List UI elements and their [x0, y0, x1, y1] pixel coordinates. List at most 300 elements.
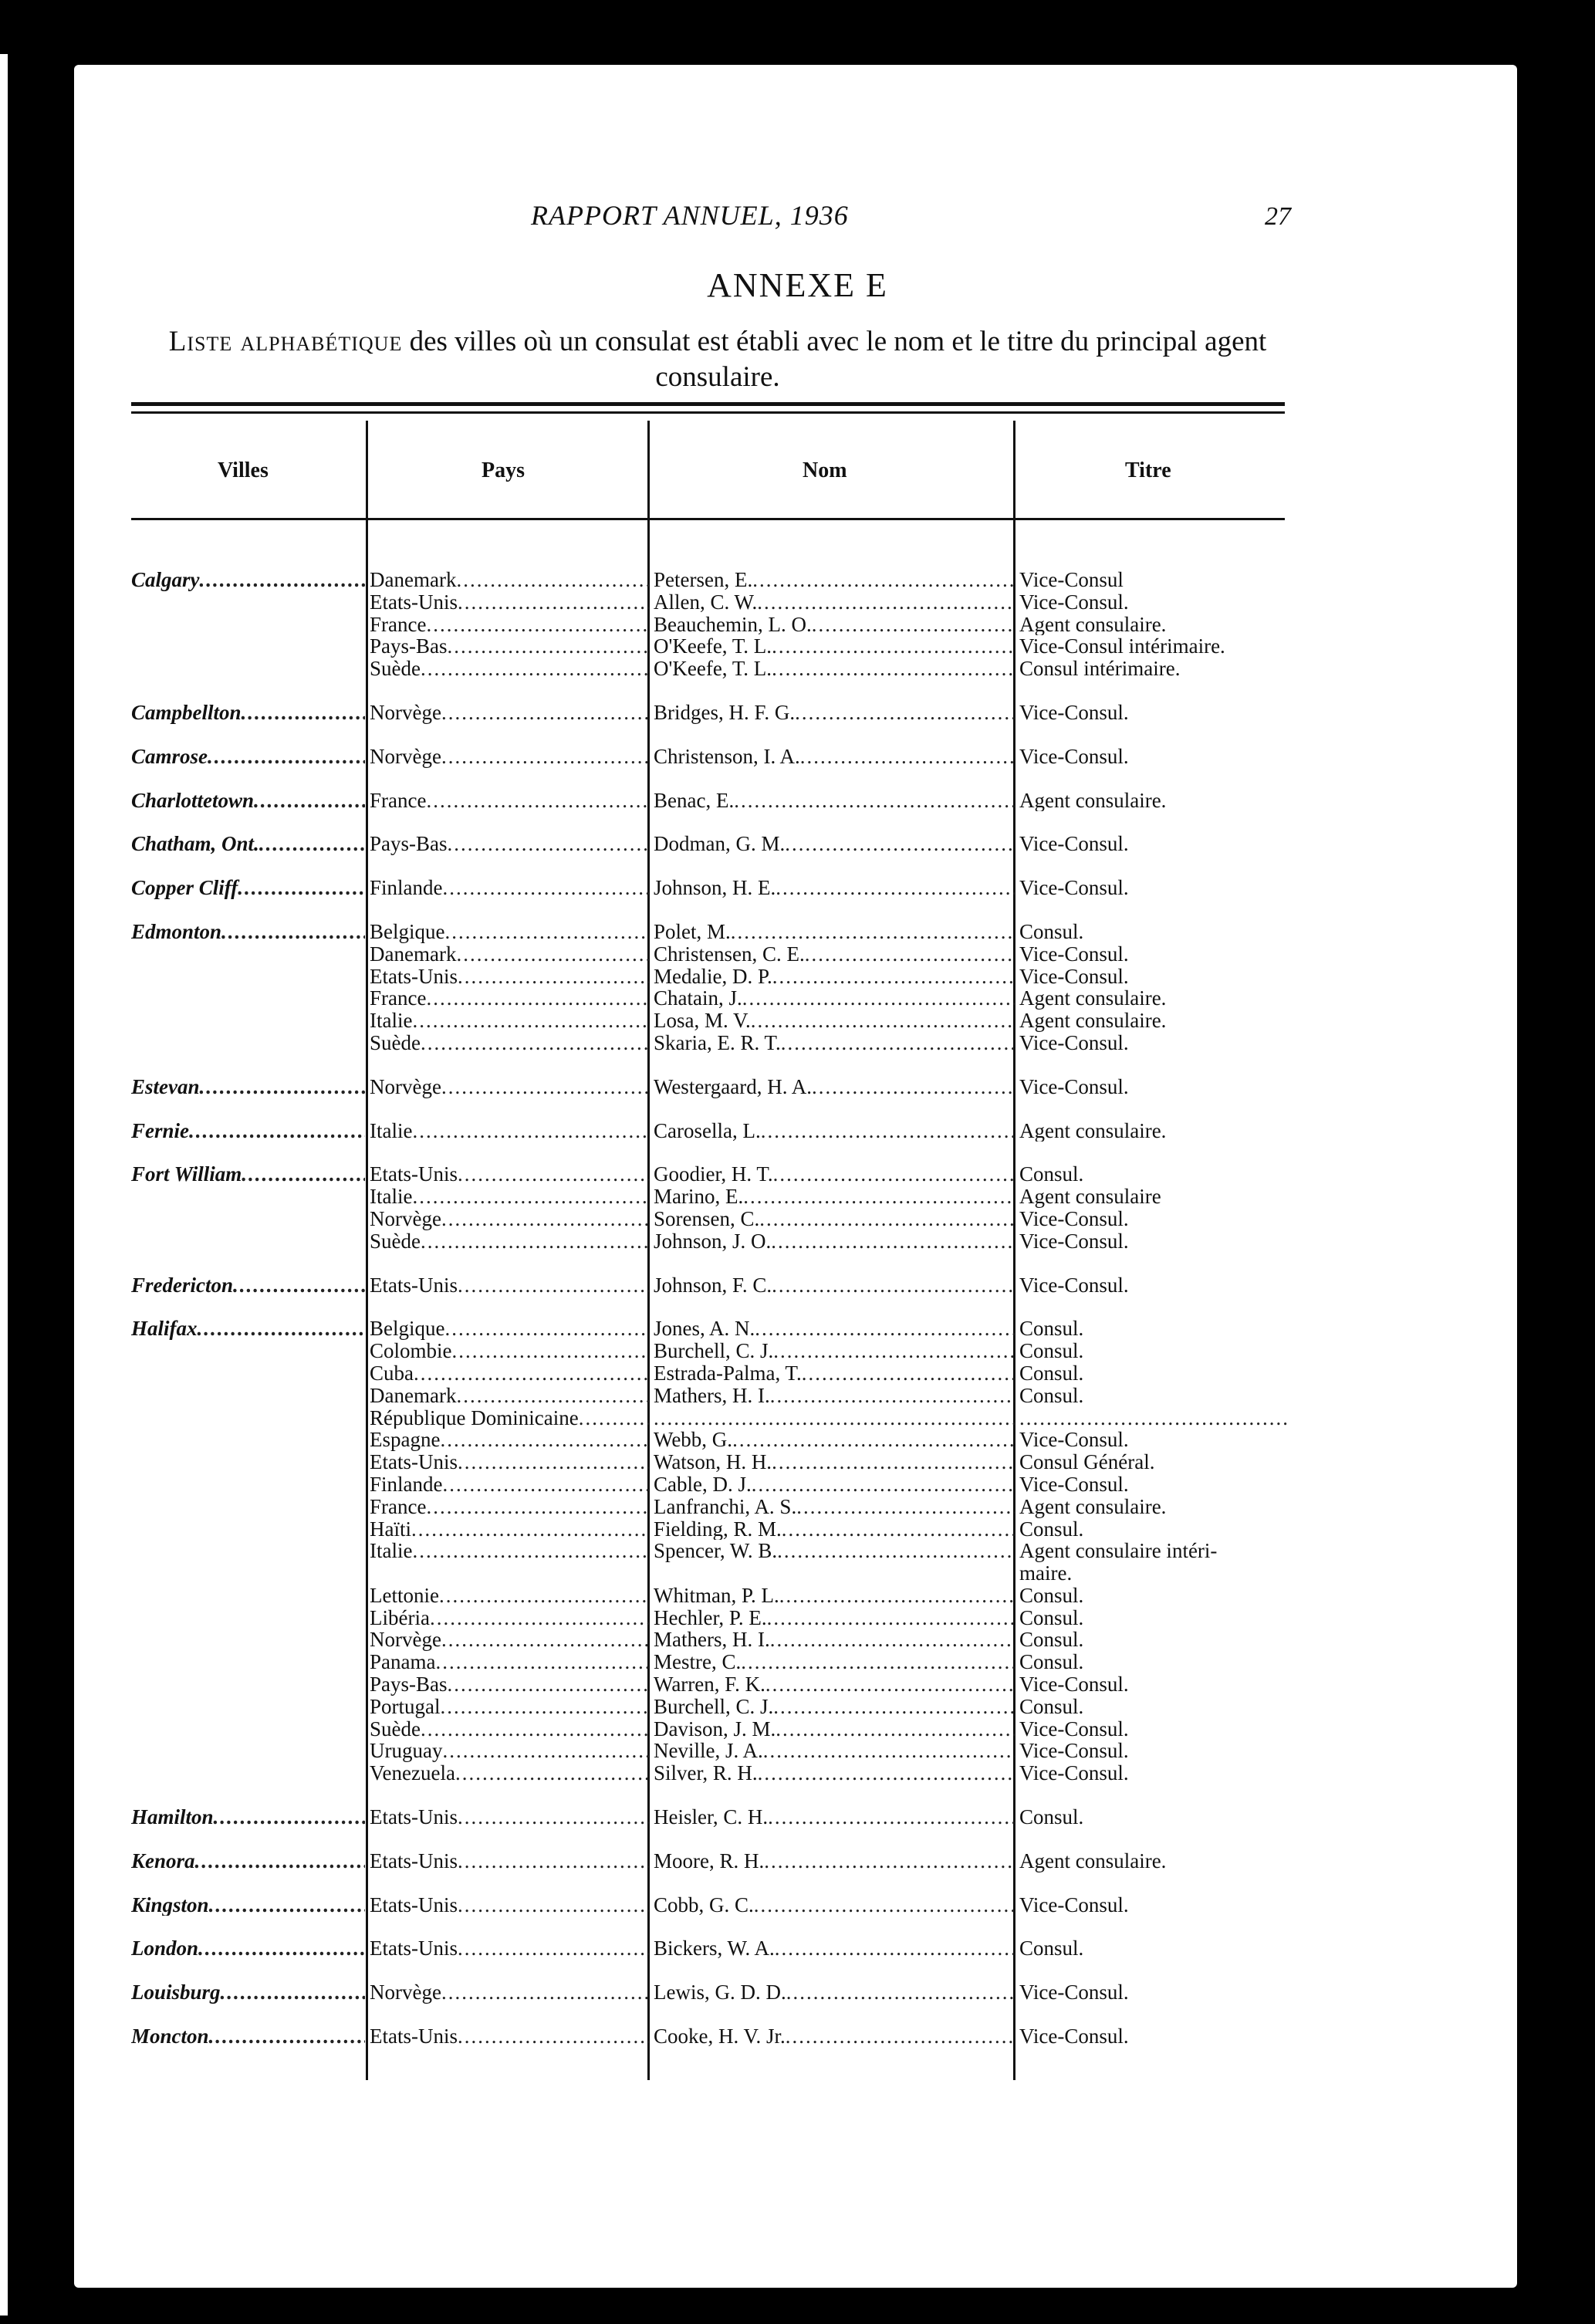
titre-cell — [1015, 943, 1289, 966]
pays-cell — [365, 1607, 649, 1629]
ville-cell — [131, 790, 365, 812]
ville-text: Campbellton ..... — [131, 702, 365, 724]
pays-cell — [365, 833, 649, 855]
titre-cell — [1015, 790, 1289, 812]
table-row — [131, 746, 1289, 768]
titre-text: Vice-Consul. — [1019, 1429, 1129, 1452]
nom-cell — [649, 1208, 1015, 1230]
table-row — [131, 1032, 1289, 1054]
nom-text: Beauchemin, L. O. ..... — [654, 614, 1015, 636]
nom-text: O'Keefe, T. L. ..... — [654, 658, 1015, 680]
pays-text: Pays-Bas ..... — [370, 833, 649, 855]
titre-cell — [1015, 1473, 1289, 1496]
table-row — [131, 1496, 1289, 1518]
pays-text: Etats-Unis ..... — [370, 1451, 649, 1473]
ville-cell — [131, 1696, 365, 1718]
ville-cell — [131, 614, 365, 636]
nom-text: Christensen, C. E. ..... — [654, 943, 1015, 966]
table-row — [131, 921, 1289, 943]
top-double-rule-thin — [131, 411, 1285, 414]
table-row — [131, 1981, 1289, 2004]
table-row — [131, 591, 1289, 614]
nom-text: Carosella, L. ..... — [654, 1120, 1015, 1142]
nom-text: Burchell, C. J. ..... — [654, 1340, 1015, 1362]
city-group — [131, 2025, 1289, 2048]
pays-text: Etats-Unis ..... — [370, 966, 649, 988]
nom-text: Estrada-Palma, T. ..... — [654, 1362, 1015, 1385]
nom-cell — [649, 1163, 1015, 1186]
city-group — [131, 1806, 1289, 1828]
table-row — [131, 1362, 1289, 1385]
titre-text: Consul. — [1019, 1806, 1084, 1828]
nom-text: Davison, J. M. ..... — [654, 1718, 1015, 1740]
titre-cell — [1015, 658, 1289, 680]
titre-text: Consul. — [1019, 1362, 1084, 1385]
titre-text: Consul. — [1019, 1384, 1084, 1407]
pays-cell — [365, 1032, 649, 1054]
pays-text: Uruguay ..... — [370, 1740, 649, 1762]
pays-cell — [365, 1562, 649, 1585]
ville-cell — [131, 1407, 365, 1429]
ville-text: Halifax ..... — [131, 1318, 365, 1340]
titre-cell — [1015, 1894, 1289, 1916]
pays-cell — [365, 1496, 649, 1518]
titre-cell — [1015, 1585, 1289, 1607]
nom-text: Mathers, H. I. ..... — [654, 1629, 1015, 1651]
pays-cell — [365, 877, 649, 899]
pays-cell — [365, 1585, 649, 1607]
ville-cell — [131, 1362, 365, 1385]
ville-cell — [131, 877, 365, 899]
pays-cell — [365, 1407, 649, 1429]
nom-cell — [649, 1496, 1015, 1518]
titre-cell — [1015, 1629, 1289, 1651]
nom-cell — [649, 921, 1015, 943]
city-group — [131, 702, 1289, 724]
ville-cell — [131, 1451, 365, 1473]
pays-cell — [365, 1230, 649, 1253]
nom-text: Medalie, D. P. ..... — [654, 966, 1015, 988]
nom-cell — [649, 1186, 1015, 1208]
pays-text: Norvège ..... — [370, 702, 649, 724]
pays-cell — [365, 746, 649, 768]
ville-cell — [131, 702, 365, 724]
nom-text: Cable, D. J. ..... — [654, 1473, 1015, 1496]
titre-text: Consul. — [1019, 1517, 1084, 1541]
pays-text: Belgique ..... — [370, 921, 649, 943]
pays-text: Italie ..... — [370, 1540, 649, 1562]
city-group — [131, 746, 1289, 768]
ville-cell — [131, 658, 365, 680]
pays-cell — [365, 569, 649, 591]
ville-cell — [131, 1230, 365, 1253]
header-pays: Pays — [482, 458, 525, 482]
nom-cell — [649, 1937, 1015, 1960]
pays-text: Suède ..... — [370, 1718, 649, 1740]
pays-text: Danemark ..... — [370, 1385, 649, 1407]
pays-cell — [365, 1540, 649, 1562]
titre-cell — [1015, 1651, 1289, 1673]
table-row — [131, 1274, 1289, 1297]
pays-text: Italie ..... — [370, 1010, 649, 1032]
pays-text: Norvège ..... — [370, 1076, 649, 1098]
pays-text: France ..... — [370, 1496, 649, 1518]
nom-text: Silver, R. H. ..... — [654, 1762, 1015, 1784]
nom-text: Burchell, C. J. ..... — [654, 1696, 1015, 1718]
titre-text: Agent consulaire. — [1019, 1010, 1167, 1032]
nom-cell — [649, 1340, 1015, 1362]
pays-cell — [365, 1651, 649, 1673]
nom-cell — [649, 1850, 1015, 1872]
nom-cell — [649, 1607, 1015, 1629]
pays-cell — [365, 1429, 649, 1451]
nom-cell — [649, 1540, 1015, 1562]
city-group — [131, 833, 1289, 855]
nom-cell — [649, 1696, 1015, 1718]
table-row — [131, 943, 1289, 966]
ville-cell — [131, 833, 365, 855]
consulate-table — [131, 569, 1289, 2069]
ville-cell — [131, 1981, 365, 2004]
titre-text: Vice-Consul. — [1019, 2025, 1129, 2048]
nom-cell — [649, 614, 1015, 636]
ville-cell — [131, 1673, 365, 1696]
ville-cell — [131, 921, 365, 943]
titre-text: Agent consulaire. — [1019, 1495, 1167, 1518]
annex-title: ANNEXE E — [707, 266, 888, 304]
pays-cell — [365, 966, 649, 988]
titre-cell — [1015, 1318, 1289, 1340]
table-row — [131, 1740, 1289, 1762]
titre-cell — [1015, 1981, 1289, 2004]
ville-cell — [131, 1806, 365, 1828]
pays-cell — [365, 1451, 649, 1473]
nom-cell — [649, 1629, 1015, 1651]
table-row — [131, 1518, 1289, 1541]
table-row — [131, 1540, 1289, 1562]
titre-text: Vice-Consul. — [1019, 1274, 1129, 1297]
titre-cell — [1015, 1407, 1289, 1429]
pays-cell — [365, 1806, 649, 1828]
pays-cell — [365, 1318, 649, 1340]
nom-cell — [649, 1894, 1015, 1916]
titre-cell — [1015, 1010, 1289, 1032]
pays-cell — [365, 1473, 649, 1496]
titre-cell — [1015, 1032, 1289, 1054]
ville-cell — [131, 987, 365, 1010]
titre-text: Agent consulaire. — [1019, 1119, 1167, 1142]
pays-text: Lettonie ..... — [370, 1585, 649, 1607]
ville-cell — [131, 1186, 365, 1208]
pays-text: Danemark ..... — [370, 569, 649, 591]
pays-cell — [365, 943, 649, 966]
nom-text: Lewis, G. D. D. ..... — [654, 1981, 1015, 2004]
ville-cell — [131, 1562, 365, 1585]
ville-cell — [131, 1473, 365, 1496]
table-row — [131, 1937, 1289, 1960]
table-row — [131, 1186, 1289, 1208]
nom-cell — [649, 1651, 1015, 1673]
titre-text: Vice-Consul intérimaire. — [1019, 635, 1225, 658]
titre-cell — [1015, 877, 1289, 899]
nom-text: O'Keefe, T. L. ..... — [654, 635, 1015, 658]
nom-cell — [649, 1274, 1015, 1297]
ville-cell — [131, 1208, 365, 1230]
nom-text: Johnson, J. O. ..... — [654, 1230, 1015, 1253]
nom-cell — [649, 1451, 1015, 1473]
titre-cell — [1015, 1696, 1289, 1718]
pays-cell — [365, 1120, 649, 1142]
ville-cell — [131, 1518, 365, 1541]
pays-text: Etats-Unis ..... — [370, 591, 649, 614]
pays-text: Etats-Unis ..... — [370, 1894, 649, 1916]
nom-cell — [649, 1318, 1015, 1340]
table-row — [131, 702, 1289, 724]
pays-text: Norvège ..... — [370, 1981, 649, 2004]
nom-cell — [649, 658, 1015, 680]
titre-cell — [1015, 591, 1289, 614]
titre-text: Vice-Consul. — [1019, 1230, 1129, 1253]
titre-cell — [1015, 1163, 1289, 1186]
titre-cell — [1015, 987, 1289, 1010]
titre-text: Agent consulaire. — [1019, 1849, 1167, 1872]
table-row — [131, 1651, 1289, 1673]
pays-text: Libéria ..... — [370, 1607, 649, 1629]
titre-text: Consul. — [1019, 1163, 1084, 1186]
ville-text: London ..... — [131, 1937, 365, 1960]
nom-cell — [649, 746, 1015, 768]
ville-cell — [131, 2025, 365, 2048]
nom-text: Westergaard, H. A. ..... — [654, 1076, 1015, 1098]
city-group — [131, 1120, 1289, 1142]
nom-text: Goodier, H. T. ..... — [654, 1163, 1015, 1186]
pays-cell — [365, 1186, 649, 1208]
pays-text: Etats-Unis ..... — [370, 1806, 649, 1828]
titre-cell — [1015, 1607, 1289, 1629]
nom-text: Dodman, G. M. ..... — [654, 833, 1015, 855]
ville-cell — [131, 1762, 365, 1784]
titre-text: Agent consulaire intéri- — [1019, 1540, 1218, 1563]
table-row — [131, 1230, 1289, 1253]
pays-text: Pays-Bas ..... — [370, 635, 649, 658]
ville-text: Kenora ..... — [131, 1850, 365, 1872]
nom-cell — [649, 1076, 1015, 1098]
city-group — [131, 790, 1289, 812]
ville-cell — [131, 1629, 365, 1651]
nom-text: Johnson, H. E. ..... — [654, 877, 1015, 899]
titre-cell — [1015, 966, 1289, 988]
table-row — [131, 1585, 1289, 1607]
nom-cell — [649, 943, 1015, 966]
city-group — [131, 1076, 1289, 1098]
nom-cell — [649, 1362, 1015, 1385]
titre-text: Vice-Consul. — [1019, 745, 1129, 768]
ville-cell — [131, 1585, 365, 1607]
nom-text: Watson, H. H. ..... — [654, 1451, 1015, 1473]
titre-text: Consul. — [1019, 920, 1084, 943]
ville-cell — [131, 1340, 365, 1362]
ville-text: Fredericton ..... — [131, 1274, 365, 1297]
titre-cell — [1015, 1518, 1289, 1541]
titre-text: Consul Général. — [1019, 1451, 1155, 1473]
titre-cell — [1015, 1274, 1289, 1297]
pays-text: France ..... — [370, 614, 649, 636]
titre-cell — [1015, 635, 1289, 658]
header-nom: Nom — [803, 458, 847, 482]
titre-cell — [1015, 569, 1289, 591]
pays-text: Cuba ..... — [370, 1362, 649, 1385]
table-row — [131, 1673, 1289, 1696]
titre-cell — [1015, 1076, 1289, 1098]
titre-text: Vice-Consul. — [1019, 1075, 1129, 1098]
titre-text: Consul. — [1019, 1651, 1084, 1674]
city-group — [131, 1318, 1289, 1784]
nom-cell — [649, 1562, 1015, 1585]
nom-text: Bridges, H. F. G. ..... — [654, 702, 1015, 724]
nom-cell — [649, 877, 1015, 899]
pays-cell — [365, 658, 649, 680]
pays-text: Italie ..... — [370, 1120, 649, 1142]
pays-text: Italie ..... — [370, 1186, 649, 1208]
titre-text: Consul intérimaire. — [1019, 658, 1181, 680]
titre-cell — [1015, 1451, 1289, 1473]
titre-cell — [1015, 1429, 1289, 1451]
nom-cell — [649, 1762, 1015, 1784]
pays-cell — [365, 1762, 649, 1784]
table-row — [131, 1718, 1289, 1740]
titre-text: Vice-Consul. — [1019, 942, 1129, 966]
titre-text: Vice-Consul. — [1019, 1673, 1129, 1696]
nom-text: Chatain, J. ..... — [654, 987, 1015, 1010]
ville-text: Moncton ..... — [131, 2025, 365, 2048]
nom-text: Lanfranchi, A. S. ..... — [654, 1496, 1015, 1518]
ville-text: Fernie ..... — [131, 1120, 365, 1142]
pays-cell — [365, 1937, 649, 1960]
table-row — [131, 1696, 1289, 1718]
titre-cell — [1015, 1718, 1289, 1740]
pays-text: Panama ..... — [370, 1651, 649, 1673]
city-group — [131, 921, 1289, 1054]
ville-cell — [131, 591, 365, 614]
table-row — [131, 1385, 1289, 1407]
city-group — [131, 1894, 1289, 1916]
ville-cell — [131, 1740, 365, 1762]
titre-text: Consul. — [1019, 1629, 1084, 1652]
pays-text: Etats-Unis ..... — [370, 1850, 649, 1872]
nom-cell — [649, 1518, 1015, 1541]
table-row — [131, 658, 1289, 680]
titre-text: Vice-Consul. — [1019, 1740, 1129, 1763]
nom-cell — [649, 987, 1015, 1010]
ville-cell — [131, 1607, 365, 1629]
pays-text: Finlande ..... — [370, 877, 649, 899]
nom-text: Mestre, C. ..... — [654, 1651, 1015, 1673]
ville-text: Hamilton ..... — [131, 1806, 365, 1828]
nom-text: Heisler, C. H. ..... — [654, 1806, 1015, 1828]
titre-text: Consul. — [1019, 1340, 1084, 1362]
nom-text: Moore, R. H. ..... — [654, 1850, 1015, 1872]
pays-cell — [365, 987, 649, 1010]
ville-cell — [131, 569, 365, 591]
nom-cell — [649, 1120, 1015, 1142]
table-row — [131, 1010, 1289, 1032]
nom-text: Fielding, R. M. ..... — [654, 1518, 1015, 1541]
intro-text: des villes où un consulat est établi avec le nom et le titre du principal agent consulaire. — [409, 326, 1267, 393]
titre-text: Agent consulaire. — [1019, 789, 1167, 812]
nom-cell — [649, 1230, 1015, 1253]
nom-text: Webb, G. ..... — [654, 1429, 1015, 1451]
titre-cell — [1015, 1340, 1289, 1362]
table-row — [131, 1318, 1289, 1340]
table-row — [131, 2025, 1289, 2048]
pays-cell — [365, 1518, 649, 1541]
ville-text: Chatham, Ont. ..... — [131, 833, 365, 855]
titre-cell — [1015, 1673, 1289, 1696]
nom-text: Whitman, P. L. ..... — [654, 1585, 1015, 1607]
nom-cell — [649, 591, 1015, 614]
pays-text: France ..... — [370, 790, 649, 812]
table-row — [131, 1850, 1289, 1872]
running-title: RAPPORT ANNUEL, 1936 — [531, 200, 849, 231]
pays-cell — [365, 635, 649, 658]
ville-text: Fort William ..... — [131, 1163, 365, 1186]
table-row — [131, 1451, 1289, 1473]
nom-cell — [649, 1585, 1015, 1607]
pays-cell — [365, 1362, 649, 1385]
pays-text: Suède ..... — [370, 1230, 649, 1253]
nom-text: Benac, E. ..... — [654, 790, 1015, 812]
table-row — [131, 635, 1289, 658]
titre-text: Agent consulaire — [1019, 1186, 1161, 1208]
nom-text: Sorensen, C. ..... — [654, 1208, 1015, 1230]
nom-text: Allen, C. W. ..... — [654, 591, 1015, 614]
ville-cell — [131, 1651, 365, 1673]
ville-cell — [131, 635, 365, 658]
pays-cell — [365, 1274, 649, 1297]
titre-text: Consul. — [1019, 1937, 1084, 1960]
ville-cell — [131, 1850, 365, 1872]
table-row — [131, 1607, 1289, 1629]
titre-text: Vice-Consul. — [1019, 833, 1129, 856]
ville-text: Camrose ..... — [131, 746, 365, 768]
titre-text: Consul. — [1019, 1584, 1084, 1607]
page-number: 27 — [1265, 202, 1291, 231]
nom-cell — [649, 702, 1015, 724]
pays-text: France ..... — [370, 987, 649, 1010]
nom-text: Warren, F. K. ..... — [654, 1673, 1015, 1696]
titre-cell — [1015, 1385, 1289, 1407]
ville-cell — [131, 966, 365, 988]
ville-cell — [131, 1540, 365, 1562]
nom-text: Neville, J. A. ..... — [654, 1740, 1015, 1762]
titre-text: Vice-Consul. — [1019, 701, 1129, 724]
titre-text: Vice-Consul. — [1019, 1893, 1129, 1916]
city-group — [131, 569, 1289, 680]
pays-cell — [365, 1163, 649, 1186]
city-group — [131, 1274, 1289, 1297]
titre-text: Vice-Consul. — [1019, 1473, 1129, 1496]
table-row — [131, 833, 1289, 855]
city-group — [131, 1163, 1289, 1252]
table-row — [131, 790, 1289, 812]
city-group — [131, 1850, 1289, 1872]
nom-text: Polet, M. ..... — [654, 921, 1015, 943]
titre-text: Vice-Consul. — [1019, 1031, 1129, 1054]
ville-text: Louisburg ..... — [131, 1981, 365, 2004]
titre-text: Consul. — [1019, 1695, 1084, 1718]
pays-cell — [365, 1850, 649, 1872]
titre-cell — [1015, 1540, 1289, 1562]
